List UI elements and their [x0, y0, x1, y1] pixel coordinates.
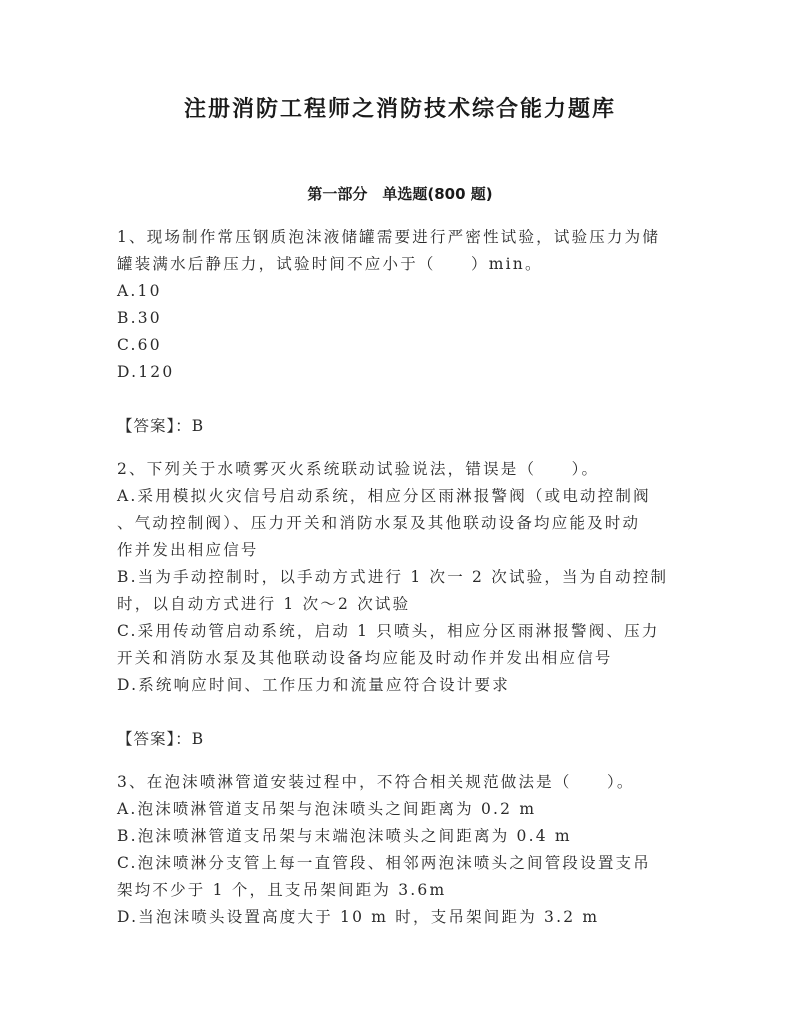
option-d: D.120	[117, 363, 175, 381]
answer-value: B	[191, 417, 205, 435]
answer-line	[117, 726, 687, 753]
option-a: A.泡沫喷淋管道支吊架与泡沫喷头之间距离为 0.2 m	[117, 800, 537, 818]
option-c-continued: 开关和消防水泵及其他联动设备均应能及时动作并发出相应信号	[117, 649, 613, 667]
answer-label: 【答案】：	[117, 417, 192, 435]
question-stem-line: 罐装满水后静压力，试验时间不应小于（ ）min。	[117, 255, 543, 273]
answer-line	[117, 413, 687, 440]
option-c: C.泡沫喷淋分支管上每一直管段、相邻两泡沫喷头之间管段设置支吊	[117, 854, 651, 872]
option-c: C.60	[117, 336, 162, 354]
document-title: 注册消防工程师之消防技术综合能力题库	[183, 97, 616, 122]
question-stem-line: 3、在泡沫喷淋管道安装过程中，不符合相关规范做法是（ ）。	[117, 773, 635, 791]
question-3	[117, 769, 687, 931]
question-stem-line: 2、下列关于水喷雾灭火系统联动试验说法，错误是（ ）。	[117, 460, 600, 478]
question-1	[117, 224, 687, 456]
answer-value: B	[191, 730, 205, 748]
answer-label: 【答案】：	[117, 730, 192, 748]
option-a: A.采用模拟火灾信号启动系统，相应分区雨淋报警阀（或电动控制阀	[117, 487, 651, 505]
option-a-continued: 、气动控制阀）、压力开关和消防水泵及其他联动设备均应能及时动	[117, 514, 641, 532]
option-b-continued: 时，以自动方式进行 1 次～2 次试验	[117, 595, 411, 613]
option-c-continued: 架均不少于 1 个，且支吊架间距为 3.6m	[117, 881, 447, 899]
option-c: C.采用传动管启动系统，启动 1 只喷头，相应分区雨淋报警阀、压力	[117, 622, 660, 640]
option-b: B.当为手动控制时，以手动方式进行 1 次一 2 次试验，当为自动控制	[117, 568, 669, 586]
option-b: B.泡沫喷淋管道支吊架与末端泡沫喷头之间距离为 0.4 m	[117, 827, 572, 845]
question-2	[117, 456, 687, 769]
option-b: B.30	[117, 309, 162, 327]
option-a-continued: 作并发出相应信号	[117, 541, 259, 559]
question-stem-line: 1、现场制作常压钢质泡沫液储罐需要进行严密性试验，试验压力为储	[117, 228, 661, 246]
option-d: D.系统响应时间、工作压力和流量应符合设计要求	[117, 676, 510, 694]
option-d: D.当泡沫喷头设置高度大于 10 m 时，支吊架间距为 3.2 m	[117, 908, 600, 926]
option-a: A.10	[117, 282, 162, 300]
section-title: 第一部分 单选题(800 题)	[307, 185, 493, 203]
question-list	[117, 224, 687, 931]
